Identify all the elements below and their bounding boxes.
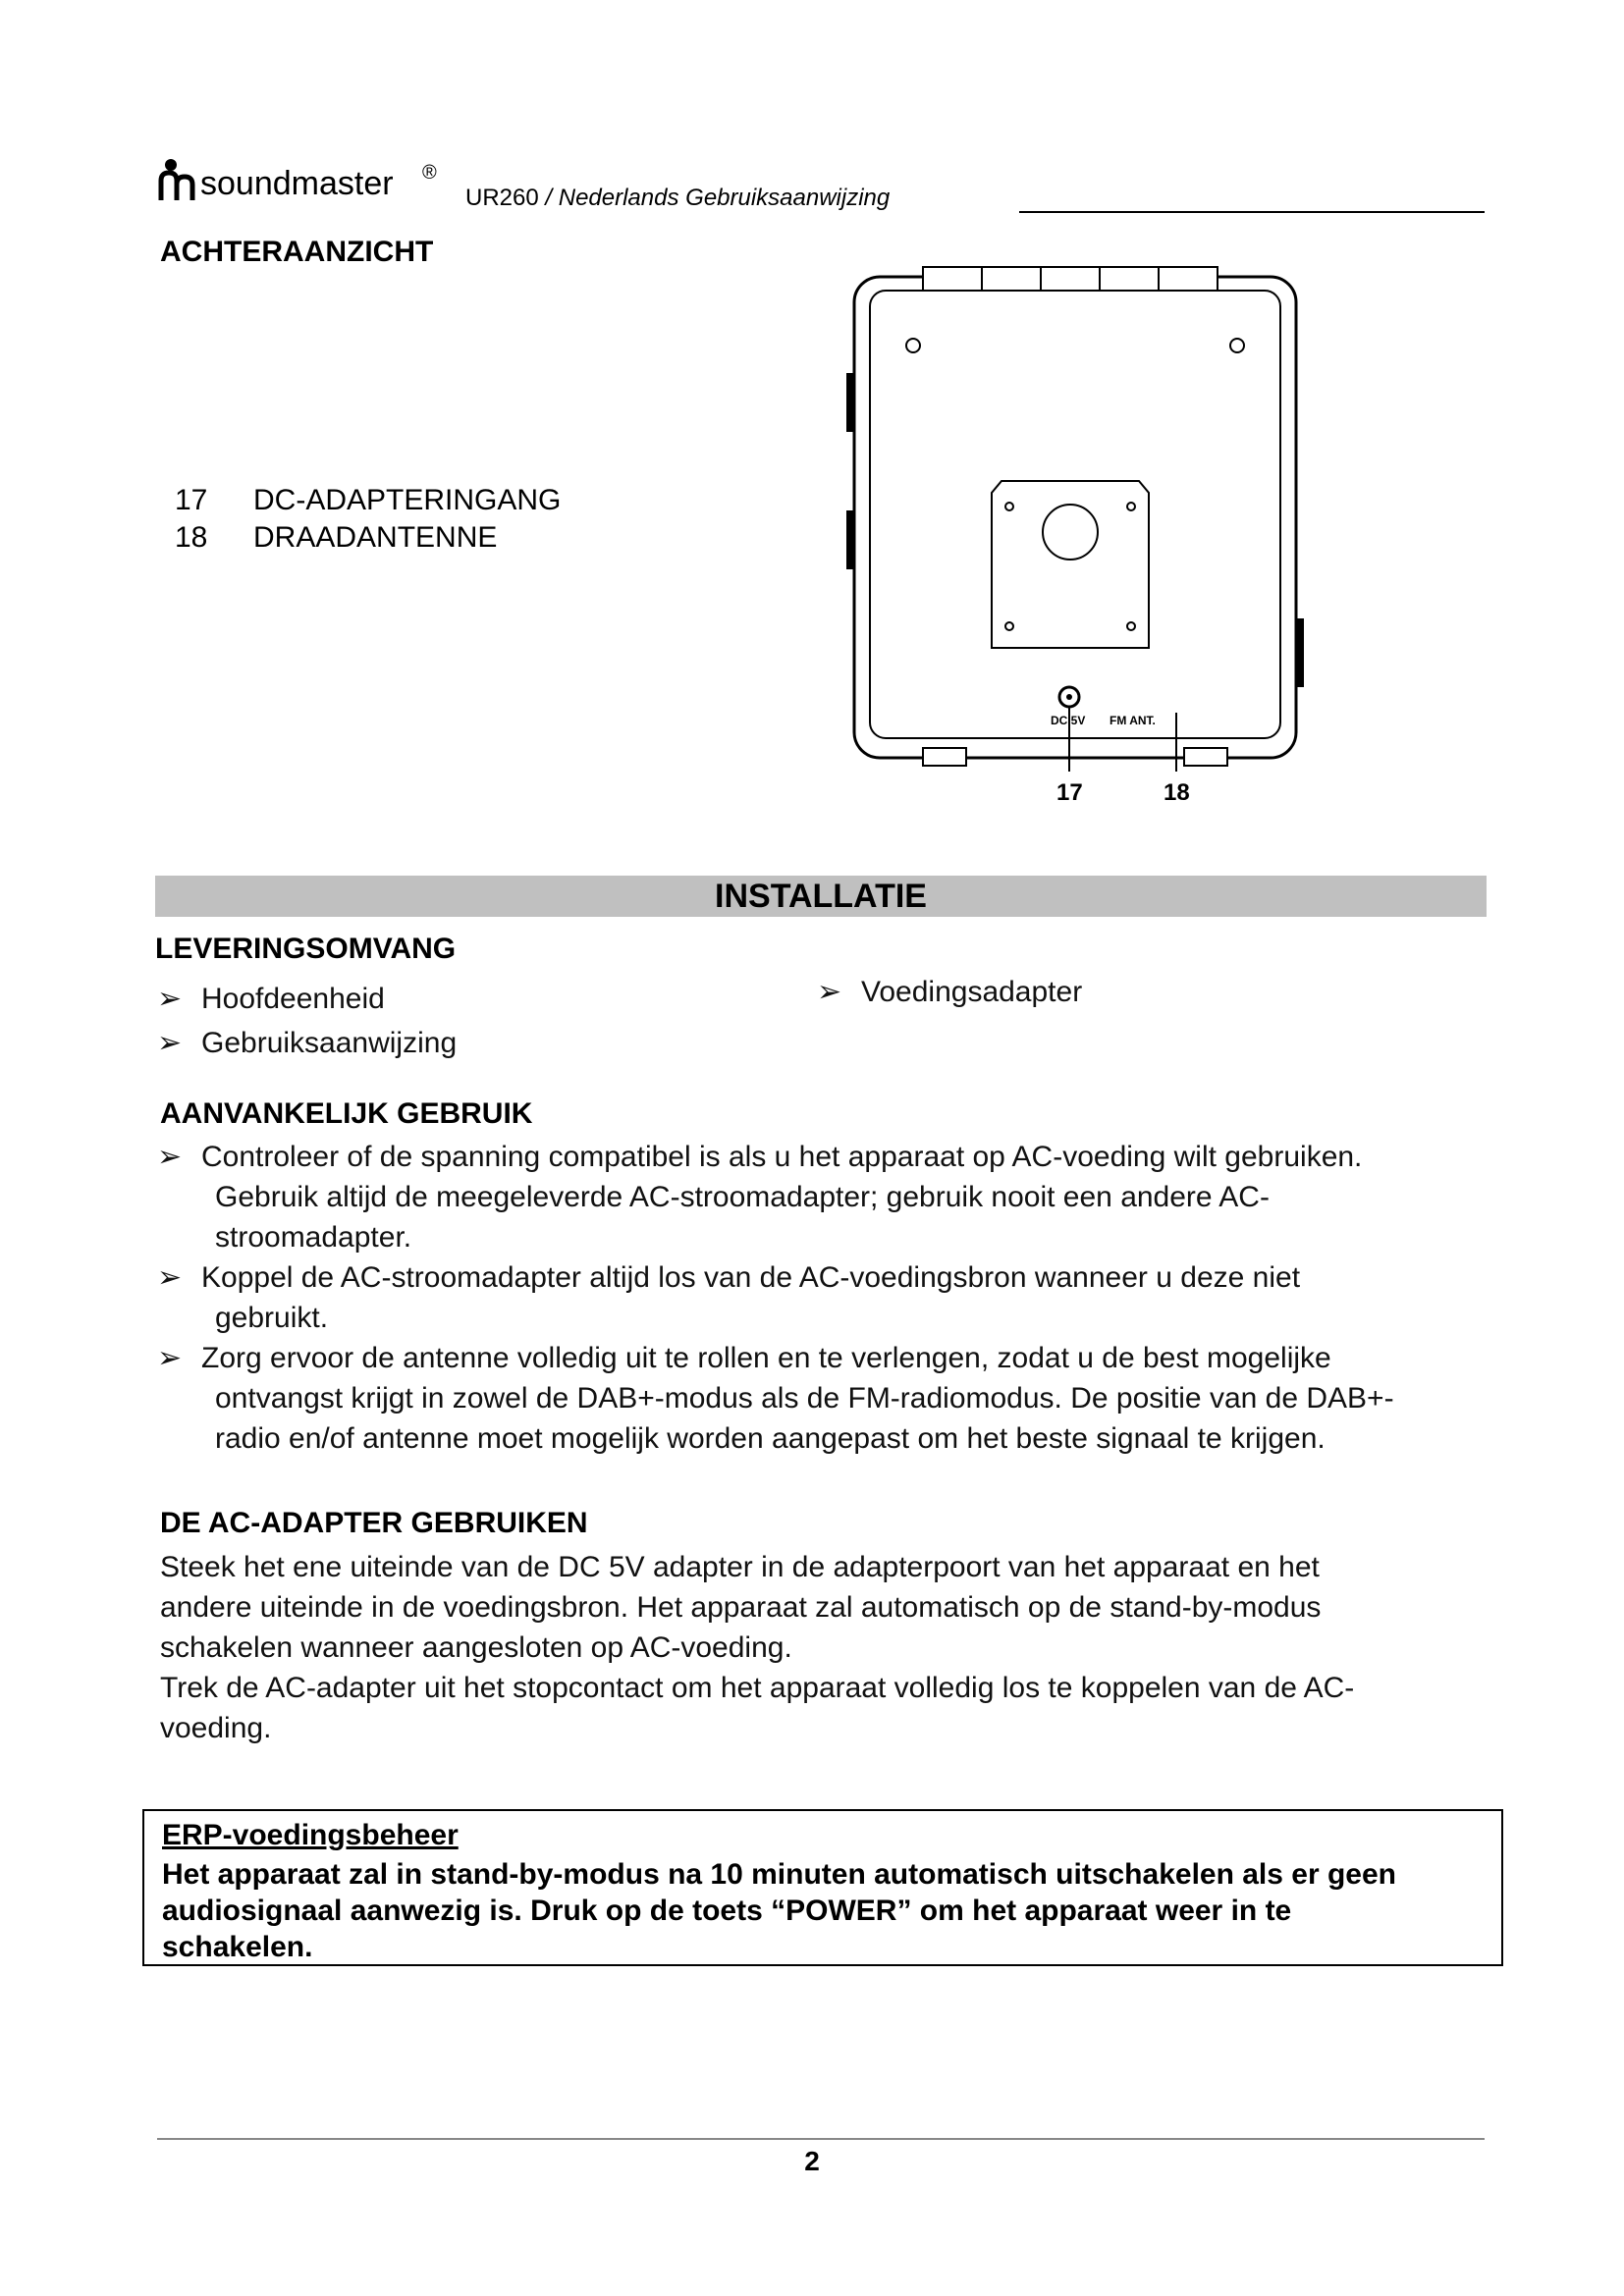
rear-view-heading: ACHTERAANZICHT — [160, 236, 434, 268]
first-use-list — [157, 1137, 1512, 1459]
part-number: 18 — [175, 521, 208, 554]
contents-heading: LEVERINGSOMVANG — [155, 933, 457, 965]
footer-rule — [157, 2138, 1485, 2140]
list-item: ➢ Voedingsadapter — [817, 972, 1406, 1012]
contents-list-left — [157, 977, 746, 1065]
soundmaster-logo-icon — [157, 157, 452, 206]
device-outline — [854, 277, 1296, 758]
ac-adapter-heading: DE AC-ADAPTER GEBRUIKEN — [160, 1507, 588, 1539]
section-title: INSTALLATIE — [715, 878, 927, 915]
erp-text: Het apparaat zal in stand-by-modus na 10 minuten automatisch uitschakelen als er geen audiosignaal aanwezig is. Druk op de toets “POWER” om het apparaat weer in te schakelen. — [162, 1858, 1396, 1963]
device-rear-diagram — [844, 265, 1316, 825]
brand-name: soundmaster — [200, 165, 394, 202]
bullet-arrow-icon: ➢ — [157, 1342, 183, 1374]
part-number: 17 — [175, 484, 208, 516]
mounting-plate — [992, 481, 1149, 648]
fm-ant-label: FM ANT. — [1110, 714, 1156, 727]
model-number: UR260 — [465, 185, 539, 211]
brand-logo — [157, 157, 452, 206]
bullet-arrow-icon: ➢ — [157, 983, 183, 1015]
registered-mark: ® — [422, 162, 437, 184]
page-number: 2 — [804, 2146, 820, 2176]
part-label: DC-ADAPTERINGANG — [253, 484, 562, 516]
ac-adapter-body: Steek het ene uiteinde van de DC 5V adapter in de adapterpoort van het apparaat en het andere uiteinde in de voedingsbron. Het apparaat zal automatisch op de stand-by-modus schakelen wanneer aangesloten op AC-voeding. Trek de AC-adapter uit het stopcontact om het apparaat volledig los te koppelen van de AC- voeding. — [160, 1551, 1355, 1744]
bullet-arrow-icon: ➢ — [157, 1141, 183, 1173]
bullet-arrow-icon: ➢ — [157, 1027, 183, 1059]
device-inner-outline — [870, 291, 1280, 738]
list-item: ➢ Controleer of de spanning compatibel is als u het apparaat op AC-voeding wilt gebruiken. Gebruik altijd de meegeleverde AC-stroomadapter; gebruik nooit een andere AC- stroomadapter. — [157, 1137, 1512, 1257]
manual-language-title: Nederlands Gebruiksaanwijzing — [558, 185, 891, 211]
list-item: ➢ Koppel de AC-stroomadapter altijd los van de AC-voedingsbron wanneer u deze niet gebruikt. — [157, 1257, 1512, 1338]
title-separator: / — [545, 185, 553, 211]
bullet-arrow-icon: ➢ — [817, 976, 842, 1008]
dc-label: DC 5V — [1051, 714, 1086, 727]
list-item: ➢ Zorg ervoor de antenne volledig uit te rollen en te verlengen, zodat u de best mogelijke ontvangst krijgt in zowel de DAB+-modus als de FM-radiomodus. De positie van de DAB+- radio en/of antenne moet mogelijk worden aangepast om het beste signaal te krijgen. — [157, 1338, 1512, 1459]
header-rule — [1019, 211, 1485, 213]
part-label: DRAADANTENNE — [253, 521, 498, 554]
section-bar — [155, 876, 1487, 917]
document-title — [465, 185, 890, 212]
erp-title: ERP-voedingsbeheer — [162, 1819, 459, 1851]
list-item: ➢ Hoofdeenheid — [157, 977, 746, 1021]
bullet-arrow-icon: ➢ — [157, 1261, 183, 1294]
parts-list — [175, 484, 666, 562]
callout-18: 18 — [1164, 779, 1190, 806]
first-use-heading: AANVANKELIJK GEBRUIK — [160, 1097, 533, 1130]
list-item: ➢ Gebruiksaanwijzing — [157, 1021, 746, 1065]
contents-list-right — [817, 972, 1406, 1012]
erp-notice-box — [142, 1809, 1503, 1966]
callout-17: 17 — [1056, 779, 1083, 806]
rear-view-diagram — [844, 265, 1316, 825]
